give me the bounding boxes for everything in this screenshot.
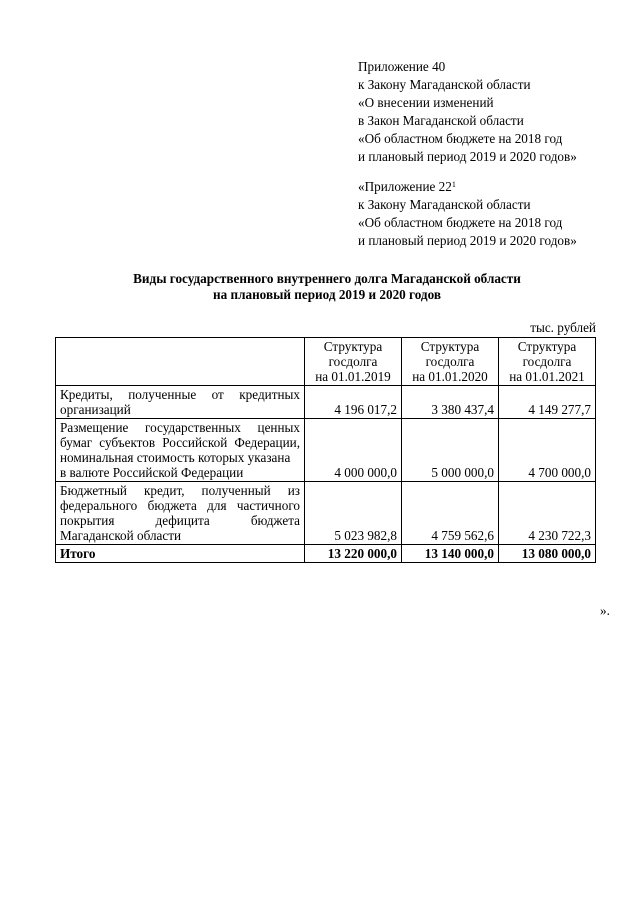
table-row bbox=[56, 419, 596, 482]
value-cell: 4 230 722,3 bbox=[499, 482, 596, 545]
appendix-line: к Закону Магаданской области bbox=[358, 197, 531, 212]
row-name-text: номинальная стоимость которых bbox=[60, 450, 245, 465]
units-label: тыс. рублей bbox=[530, 320, 596, 335]
total-value-cell: 13 080 000,0 bbox=[499, 545, 596, 563]
spacer bbox=[358, 166, 628, 178]
appendix-line: «Об областном бюджете на 2018 год bbox=[358, 131, 563, 146]
header-line: Структура bbox=[323, 339, 383, 354]
row-name-cell bbox=[56, 419, 305, 482]
appendix-ref-main: «Приложение 22 bbox=[358, 179, 452, 194]
value-cell: 4 149 277,7 bbox=[499, 386, 596, 419]
header-line: госдолга bbox=[328, 354, 378, 369]
row-name-text: частичного покрытия дефицита bbox=[60, 498, 300, 528]
appendix-line: к Закону Магаданской области bbox=[358, 77, 531, 92]
appendix-line bbox=[358, 178, 628, 196]
header-line: Структура bbox=[420, 339, 480, 354]
appendix-ref-superscript: 1 bbox=[451, 180, 456, 189]
header-line: Структура bbox=[517, 339, 577, 354]
appendix-line: и плановый период 2019 и 2020 годов» bbox=[358, 149, 577, 164]
row-name-text: Российской Федерации, bbox=[162, 435, 300, 450]
row-name-cell bbox=[56, 386, 305, 419]
appendix-line: в Закон Магаданской области bbox=[358, 113, 524, 128]
row-name-text: организаций bbox=[60, 402, 131, 417]
header-line: госдолга bbox=[522, 354, 572, 369]
row-name-text: бюджета Магаданской области bbox=[60, 513, 300, 543]
table-row bbox=[56, 482, 596, 545]
title-line: на плановый период 2019 и 2020 годов bbox=[213, 287, 441, 302]
header-cell bbox=[305, 338, 402, 386]
value-cell: 4 759 562,6 bbox=[402, 482, 499, 545]
appendix-line: «О внесении изменений bbox=[358, 95, 494, 110]
total-name-cell: Итого bbox=[56, 545, 305, 563]
title-line: Виды государственного внутреннего долга Магаданской области bbox=[133, 271, 521, 286]
row-name-text: Размещение государственных bbox=[60, 420, 241, 435]
header-line: на 01.01.2019 bbox=[315, 369, 391, 384]
row-name-text: в валюте Российской Федерации bbox=[60, 465, 244, 480]
document-title bbox=[54, 271, 600, 303]
row-name-text: Кредиты, полученные от кредитных bbox=[60, 387, 300, 402]
appendix-line: «Об областном бюджете на 2018 год bbox=[358, 215, 563, 230]
value-cell: 3 380 437,4 bbox=[402, 386, 499, 419]
table-header-row bbox=[56, 338, 596, 386]
value-cell: 4 196 017,2 bbox=[305, 386, 402, 419]
total-value-cell: 13 220 000,0 bbox=[305, 545, 402, 563]
appendix-line: и плановый период 2019 и 2020 годов» bbox=[358, 233, 577, 248]
appendix-header bbox=[358, 58, 628, 250]
row-name-cell bbox=[56, 482, 305, 545]
value-cell: 4 000 000,0 bbox=[305, 419, 402, 482]
header-line: госдолга bbox=[425, 354, 475, 369]
total-value-cell: 13 140 000,0 bbox=[402, 545, 499, 563]
table-row bbox=[56, 386, 596, 419]
header-line: на 01.01.2021 bbox=[509, 369, 585, 384]
row-name-text: Бюджетный кредит, полученный bbox=[60, 483, 271, 498]
header-line: на 01.01.2020 bbox=[412, 369, 488, 384]
total-row bbox=[56, 545, 596, 563]
value-cell: 4 700 000,0 bbox=[499, 419, 596, 482]
row-name-text: из федерального бюджета для bbox=[60, 483, 300, 513]
debt-table bbox=[55, 337, 596, 563]
value-cell: 5 000 000,0 bbox=[402, 419, 499, 482]
header-cell bbox=[402, 338, 499, 386]
row-name-text: указана bbox=[247, 450, 291, 465]
header-empty-cell bbox=[56, 338, 305, 386]
value-cell: 5 023 982,8 bbox=[305, 482, 402, 545]
closing-quote: ». bbox=[600, 603, 610, 618]
row-name-text: ценных бумаг субъектов bbox=[60, 420, 300, 450]
header-cell bbox=[499, 338, 596, 386]
appendix-line: Приложение 40 bbox=[358, 59, 446, 74]
